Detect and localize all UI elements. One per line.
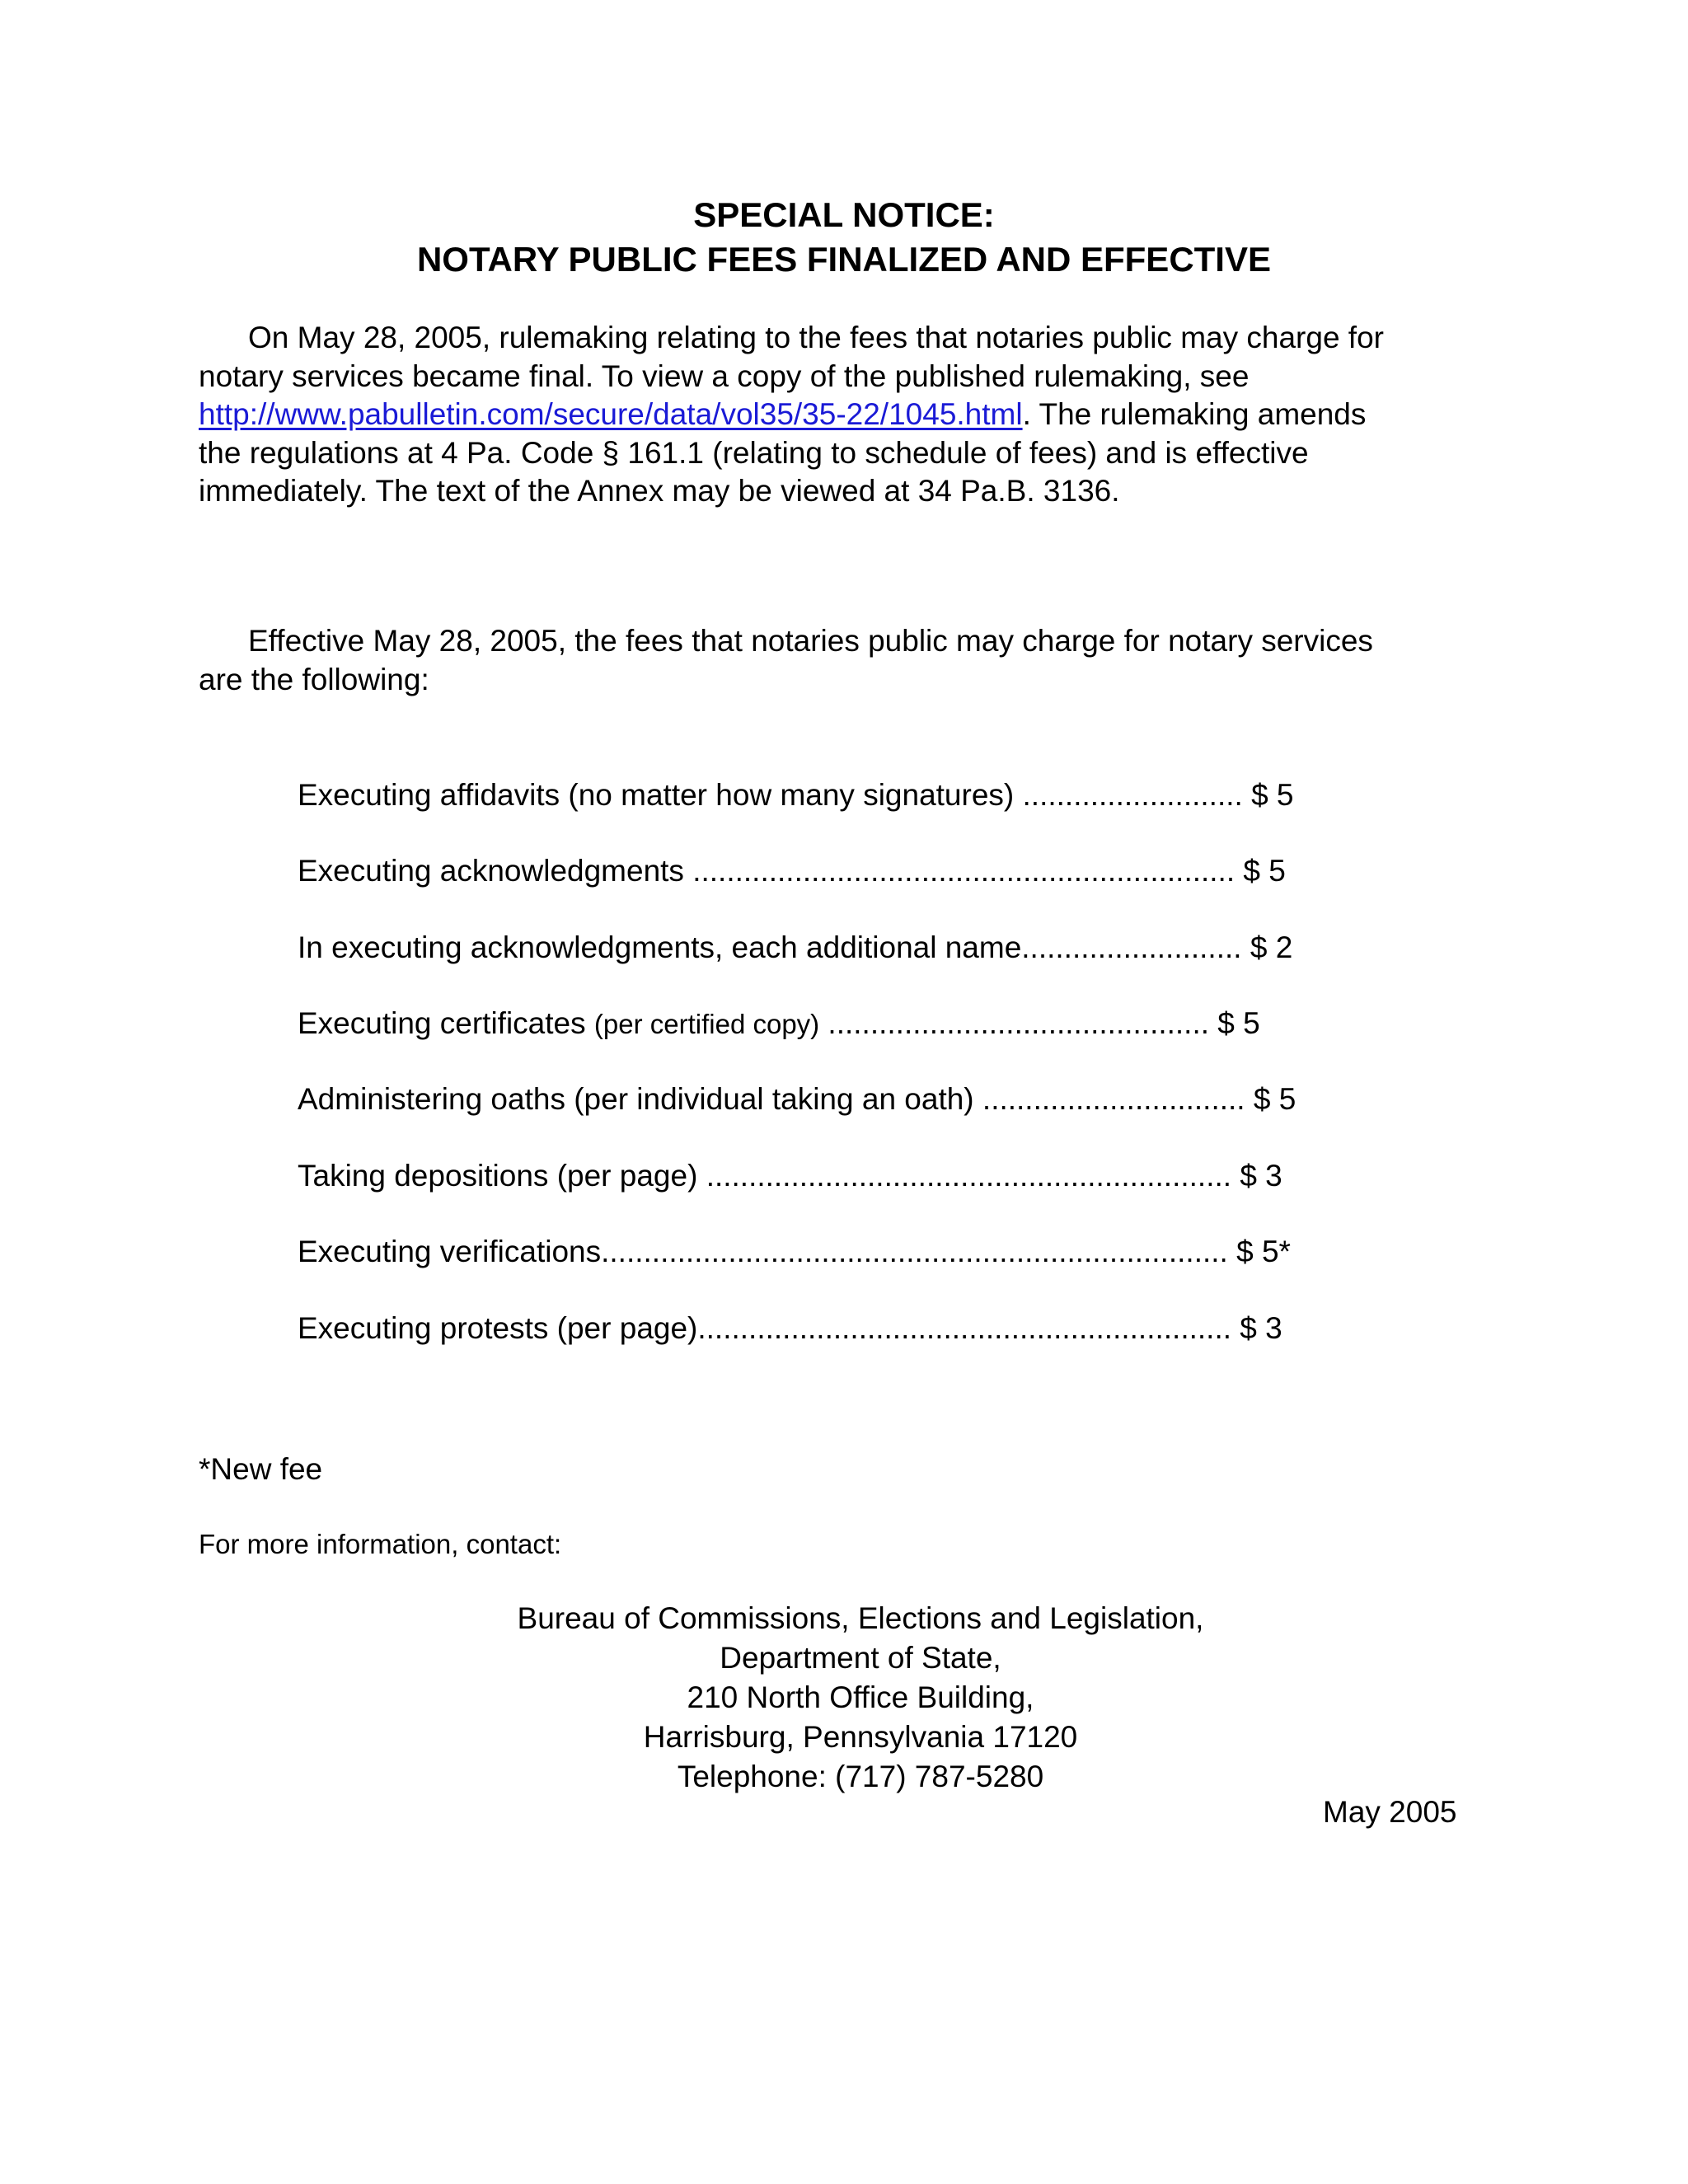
- fee-row-protests: Executing protests (per page)............................................................... $ 3: [298, 1311, 1282, 1345]
- fee-row-depositions: Taking depositions (per page) .............................................................. $ 3: [298, 1159, 1282, 1193]
- address-line: 210 North Office Building,: [687, 1680, 1034, 1714]
- intro-line: the regulations at 4 Pa. Code § 161.1 (relating to schedule of fees) and is effective: [199, 435, 1309, 470]
- notice-title-line1: SPECIAL NOTICE:: [693, 195, 995, 234]
- fee-row-affidavits: Executing affidavits (no matter how many signatures) .......................... $ 5: [298, 778, 1294, 812]
- effective-line: Effective May 28, 2005, the fees that notaries public may charge for notary services: [248, 624, 1373, 658]
- address-line: Department of State,: [720, 1641, 1001, 1675]
- new-fee-footnote: *New fee: [199, 1452, 323, 1486]
- intro-line: http://www.pabulletin.com/secure/data/vol35/35-22/1045.html. The rulemaking amends: [199, 397, 1367, 431]
- fee-row-certificates: Executing certificates (per certified copy) ............................................. $ 5: [298, 1006, 1260, 1040]
- fee-row-acknowledgments: Executing acknowledgments ................................................................ $ 5: [298, 854, 1286, 888]
- effective-line: are the following:: [199, 662, 429, 696]
- intro-line: On May 28, 2005, rulemaking relating to the fees that notaries public may charge for: [248, 321, 1384, 354]
- address-line: Telephone: (717) 787-5280: [677, 1760, 1044, 1793]
- fee-row-additional-name: In executing acknowledgments, each additional name.......................... $ 2: [298, 930, 1293, 964]
- intro-paragraph: [199, 319, 1517, 511]
- fee-row-oaths: Administering oaths (per individual taking an oath) ............................... $ 5: [298, 1082, 1296, 1116]
- rulemaking-link[interactable]: http://www.pabulletin.com/secure/data/vol35/35-22/1045.html: [199, 397, 1023, 431]
- effective-paragraph: [199, 622, 1517, 699]
- notice-title-line2: NOTARY PUBLIC FEES FINALIZED AND EFFECTIVE: [416, 240, 1272, 279]
- contact-label: For more information, contact:: [199, 1529, 562, 1559]
- fee-row-verifications: Executing verifications.......................................................................... $ 5*: [298, 1235, 1291, 1268]
- address-line: Harrisburg, Pennsylvania 17120: [643, 1720, 1078, 1754]
- intro-line: immediately. The text of the Annex may be viewed at 34 Pa.B. 3136.: [199, 474, 1120, 508]
- intro-line: notary services became final. To view a copy of the published rulemaking, see: [199, 359, 1250, 393]
- notice-date: May 2005: [1323, 1795, 1457, 1829]
- contact-address: [0, 1599, 1688, 1797]
- address-line: Bureau of Commissions, Elections and Legislation,: [517, 1601, 1204, 1635]
